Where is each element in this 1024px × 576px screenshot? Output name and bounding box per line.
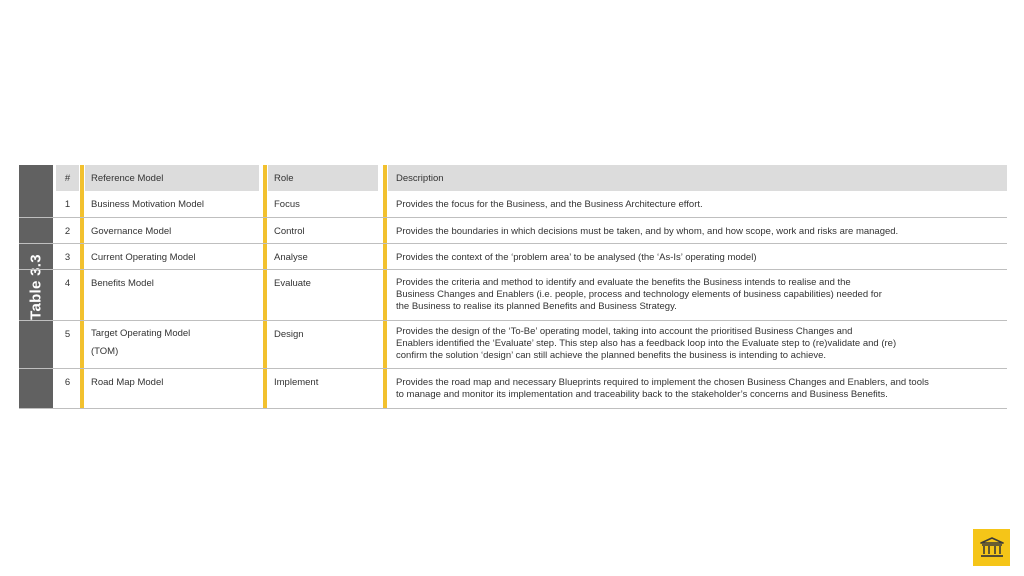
row-num: 3 — [64, 252, 71, 263]
row-description: Provides the road map and necessary Blueprints required to implement the chosen Business Changes and Enablers, and tools to manage and monitor its implementation and traceability back to the stakeholder’s concerns and Business Benefits. — [396, 377, 929, 400]
row-description: Provides the boundaries in which decisions must be taken, and by whom, and how scope, work and risks are managed. — [396, 226, 899, 237]
header-description: Description — [396, 173, 444, 184]
row-description: Provides the design of the ‘To-Be’ operating model, taking into account the prioritised Business Changes and Enablers identified the ‘Evaluate’ step. This step also has a feedback loop into the Evaluate step to (re)validate and (re) confirm the solution ‘design’ can still achieve the planned benefits the business is intending to achieve. — [396, 326, 897, 361]
row-description: Provides the focus for the Business, and the Business Architecture effort. — [396, 199, 703, 210]
row-description: Provides the context of the ‘problem area’ to be analysed (the ‘As-Is’ operating model) — [396, 252, 757, 263]
row-num: 4 — [64, 278, 71, 289]
table-row — [19, 270, 1007, 321]
row-reference-model: Target Operating Model (TOM) — [91, 328, 191, 357]
header-role: Role — [274, 173, 294, 184]
row-reference-model: Benefits Model — [91, 278, 154, 289]
row-role: Focus — [274, 199, 300, 210]
row-reference-model: Business Motivation Model — [91, 199, 204, 210]
row-reference-model: Governance Model — [91, 226, 172, 237]
table-row — [19, 321, 1007, 369]
header-reference-model: Reference Model — [91, 173, 164, 184]
bank-building-icon-svg — [980, 537, 1004, 559]
table-number: Table 3.3 — [27, 254, 45, 320]
row-num: 2 — [64, 226, 71, 237]
reference-models-table — [19, 165, 1007, 409]
header-num: # — [64, 173, 71, 184]
table-row — [19, 218, 1007, 244]
row-description: Provides the criteria and method to identify and evaluate the benefits the Business intends to realise and the Business Changes and Enablers (i.e. people, process and technology elements of business capabilities) needed for the Business to realise its planned Benefits and Business Strategy. — [396, 277, 882, 312]
row-role: Design — [274, 329, 304, 340]
row-role: Implement — [274, 377, 319, 388]
row-num: 6 — [64, 377, 71, 388]
table-row — [19, 191, 1007, 218]
row-role: Analyse — [274, 252, 308, 263]
table-row — [19, 244, 1007, 270]
row-role: Evaluate — [274, 278, 311, 289]
table-row — [19, 369, 1007, 409]
table-header-row — [19, 165, 1007, 191]
row-num: 1 — [64, 199, 71, 210]
bank-building-icon[interactable] — [973, 529, 1010, 566]
row-reference-model: Road Map Model — [91, 377, 164, 388]
row-num: 5 — [64, 329, 71, 340]
row-role: Control — [274, 226, 305, 237]
row-reference-model: Current Operating Model — [91, 252, 196, 263]
